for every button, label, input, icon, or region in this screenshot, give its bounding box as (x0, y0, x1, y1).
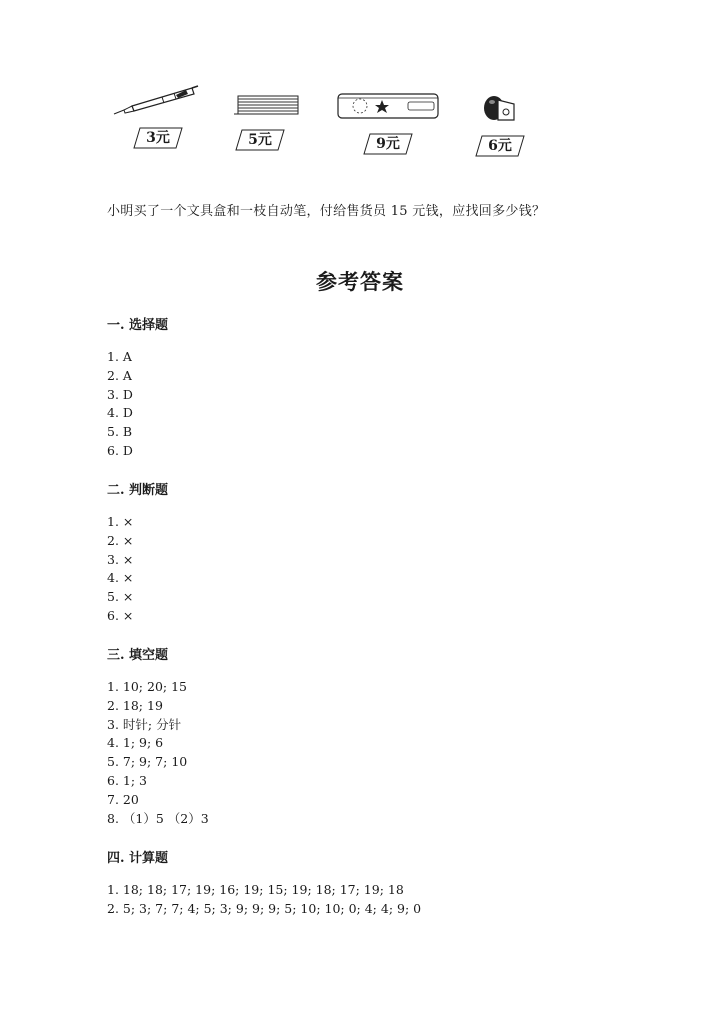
answer-item: 7. 20 (107, 791, 139, 807)
answer-item: 5. B (107, 424, 133, 440)
price-tag-pencil (136, 128, 180, 148)
price-label: 9元 (376, 136, 400, 152)
section-heading-fill-blank: 三. 填空题 (107, 648, 169, 663)
answer-item: 6. × (107, 607, 134, 623)
answer-item: 4. × (107, 570, 134, 586)
price-label: 3元 (146, 130, 170, 146)
answer-list-choice (107, 348, 133, 461)
pencil-bundle-icon (234, 86, 304, 116)
answer-item: 1. A (107, 349, 132, 364)
answer-item: 2. 18; 19 (107, 697, 163, 713)
answer-item: 6. 1; 3 (107, 772, 147, 788)
price-tag-pencil-case (366, 134, 410, 154)
price-tag-sharpener (478, 136, 522, 156)
answer-list-calculation (107, 881, 421, 919)
answer-item: 1. 18; 18; 17; 19; 16; 19; 15; 19; 18; 17; 19; 18 (107, 882, 404, 897)
answer-item: 2. A (107, 367, 132, 383)
answer-item: 3. 时针; 分针 (107, 716, 182, 732)
answer-item: 4. 1; 9; 6 (107, 735, 164, 751)
answer-list-fill-blank (107, 678, 209, 828)
answer-item: 4. D (107, 405, 133, 421)
price-tag-pencils (238, 130, 282, 150)
sharpener-icon (476, 86, 526, 126)
answer-item: 8. （1）5 （2）3 (107, 810, 209, 826)
mechanical-pencil-icon (112, 86, 202, 118)
answer-item: 5. 7; 9; 7; 10 (107, 754, 188, 770)
stationery-illustrations (0, 86, 720, 166)
answer-item: 3. D (107, 386, 133, 402)
pencil-case-icon (336, 86, 442, 120)
price-label: 5元 (248, 132, 272, 148)
answer-item: 5. × (107, 589, 134, 605)
answer-list-true-false (107, 513, 133, 626)
answer-key-title: 参考答案 (316, 269, 404, 294)
section-heading-true-false: 二. 判断题 (107, 483, 169, 498)
word-problem: 小明买了一个文具盒和一枝自动笔，付给售货员 15 元钱，应找回多少钱？ (107, 204, 546, 219)
answer-item: 6. D (107, 442, 133, 458)
price-label: 6元 (488, 138, 512, 154)
answer-item: 2. × (107, 532, 134, 548)
section-heading-choice: 一. 选择题 (107, 318, 169, 333)
answer-item: 1. × (107, 514, 134, 529)
answer-item: 3. × (107, 551, 134, 567)
answer-item: 2. 5; 3; 7; 7; 4; 5; 3; 9; 9; 9; 5; 10; 10; 0; 4; 4; 9; 0 (107, 900, 422, 916)
answer-item: 1. 10; 20; 15 (107, 679, 187, 694)
section-heading-calculation: 四. 计算题 (107, 851, 169, 866)
